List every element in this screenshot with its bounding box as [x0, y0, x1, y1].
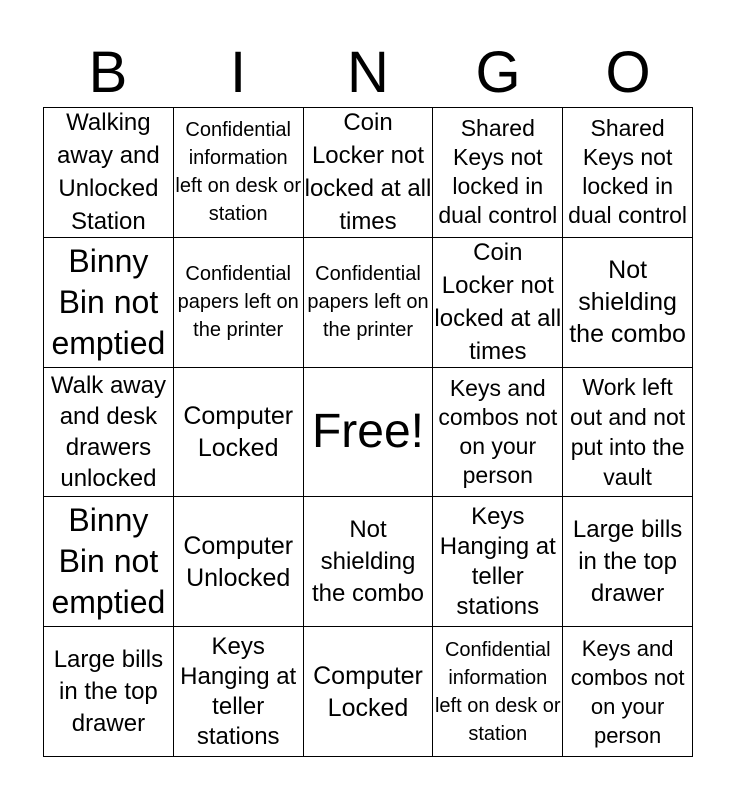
- header-letter-n: N: [347, 40, 389, 105]
- cell-text: Walk away and desk drawers unlocked: [50, 371, 166, 492]
- free-space: Free!: [311, 404, 424, 458]
- bingo-cell-r2c3[interactable]: [304, 238, 434, 368]
- cell-text: Keys and combos not on your person: [438, 374, 558, 488]
- cell-text: Binny Bin not emptied: [51, 242, 166, 361]
- bingo-cell-r5c5[interactable]: [563, 627, 693, 757]
- cell-text: Confidential information left on desk or station: [434, 638, 561, 745]
- cell-text: Computer Locked: [313, 661, 423, 722]
- bingo-card-grid: [43, 107, 693, 757]
- bingo-cell-r5c3[interactable]: [304, 627, 434, 757]
- bingo-cell-r5c2[interactable]: [174, 627, 304, 757]
- bingo-cell-r4c5[interactable]: [563, 497, 693, 627]
- header-letter-o: O: [605, 40, 651, 105]
- cell-text: Computer Unlocked: [183, 531, 294, 592]
- header-letter-b: B: [88, 40, 128, 105]
- cell-text: Keys Hanging at teller stations: [180, 632, 297, 750]
- cell-text: Keys and combos not on your person: [570, 635, 685, 748]
- bingo-cell-r1c3[interactable]: [304, 108, 434, 238]
- cell-text: Computer Locked: [183, 401, 294, 462]
- bingo-cell-r4c1[interactable]: [44, 497, 174, 627]
- cell-text: Shared Keys not locked in dual control: [568, 115, 688, 229]
- bingo-cell-r3c1[interactable]: [44, 368, 174, 498]
- cell-text: Large bills in the top drawer: [53, 645, 164, 737]
- cell-text: Shared Keys not locked in dual control: [438, 115, 558, 229]
- cell-text: Coin Locker not locked at all times: [434, 239, 562, 366]
- bingo-cell-r1c1[interactable]: [44, 108, 174, 238]
- cell-text: Confidential papers left on the printer: [177, 263, 299, 342]
- cell-text: Binny Bin not emptied: [51, 502, 166, 621]
- cell-text: Large bills in the top drawer: [572, 515, 683, 607]
- bingo-header: [43, 40, 693, 106]
- bingo-cell-r5c4[interactable]: [433, 627, 563, 757]
- cell-text: Not shielding the combo: [569, 256, 686, 349]
- bingo-cell-r3c5[interactable]: [563, 368, 693, 498]
- bingo-cell-r4c2[interactable]: [174, 497, 304, 627]
- bingo-cell-r2c1[interactable]: [44, 238, 174, 368]
- bingo-cell-r2c5[interactable]: [563, 238, 693, 368]
- cell-text: Keys Hanging at teller stations: [439, 502, 556, 620]
- bingo-cell-r4c4[interactable]: [433, 497, 563, 627]
- bingo-cell-r1c5[interactable]: [563, 108, 693, 238]
- bingo-cell-r3c3[interactable]: [304, 368, 434, 498]
- bingo-cell-r3c2[interactable]: [174, 368, 304, 498]
- bingo-cell-r1c4[interactable]: [433, 108, 563, 238]
- cell-text: Not shielding the combo: [311, 515, 425, 607]
- bingo-cell-r4c3[interactable]: [304, 497, 434, 627]
- cell-text: Coin Locker not locked at all times: [304, 109, 432, 236]
- cell-text: Confidential information left on desk or station: [175, 119, 301, 226]
- bingo-cell-r5c1[interactable]: [44, 627, 174, 757]
- header-letter-i: I: [229, 40, 247, 105]
- bingo-cell-r2c2[interactable]: [174, 238, 304, 368]
- bingo-cell-r3c4[interactable]: [433, 368, 563, 498]
- bingo-cell-r1c2[interactable]: [174, 108, 304, 238]
- header-letter-g: G: [475, 40, 521, 105]
- cell-text: Walking away and Unlocked Station: [57, 109, 160, 236]
- cell-text: Work left out and not put into the vault: [570, 373, 686, 490]
- cell-text: Confidential papers left on the printer: [307, 263, 429, 342]
- bingo-cell-r2c4[interactable]: [433, 238, 563, 368]
